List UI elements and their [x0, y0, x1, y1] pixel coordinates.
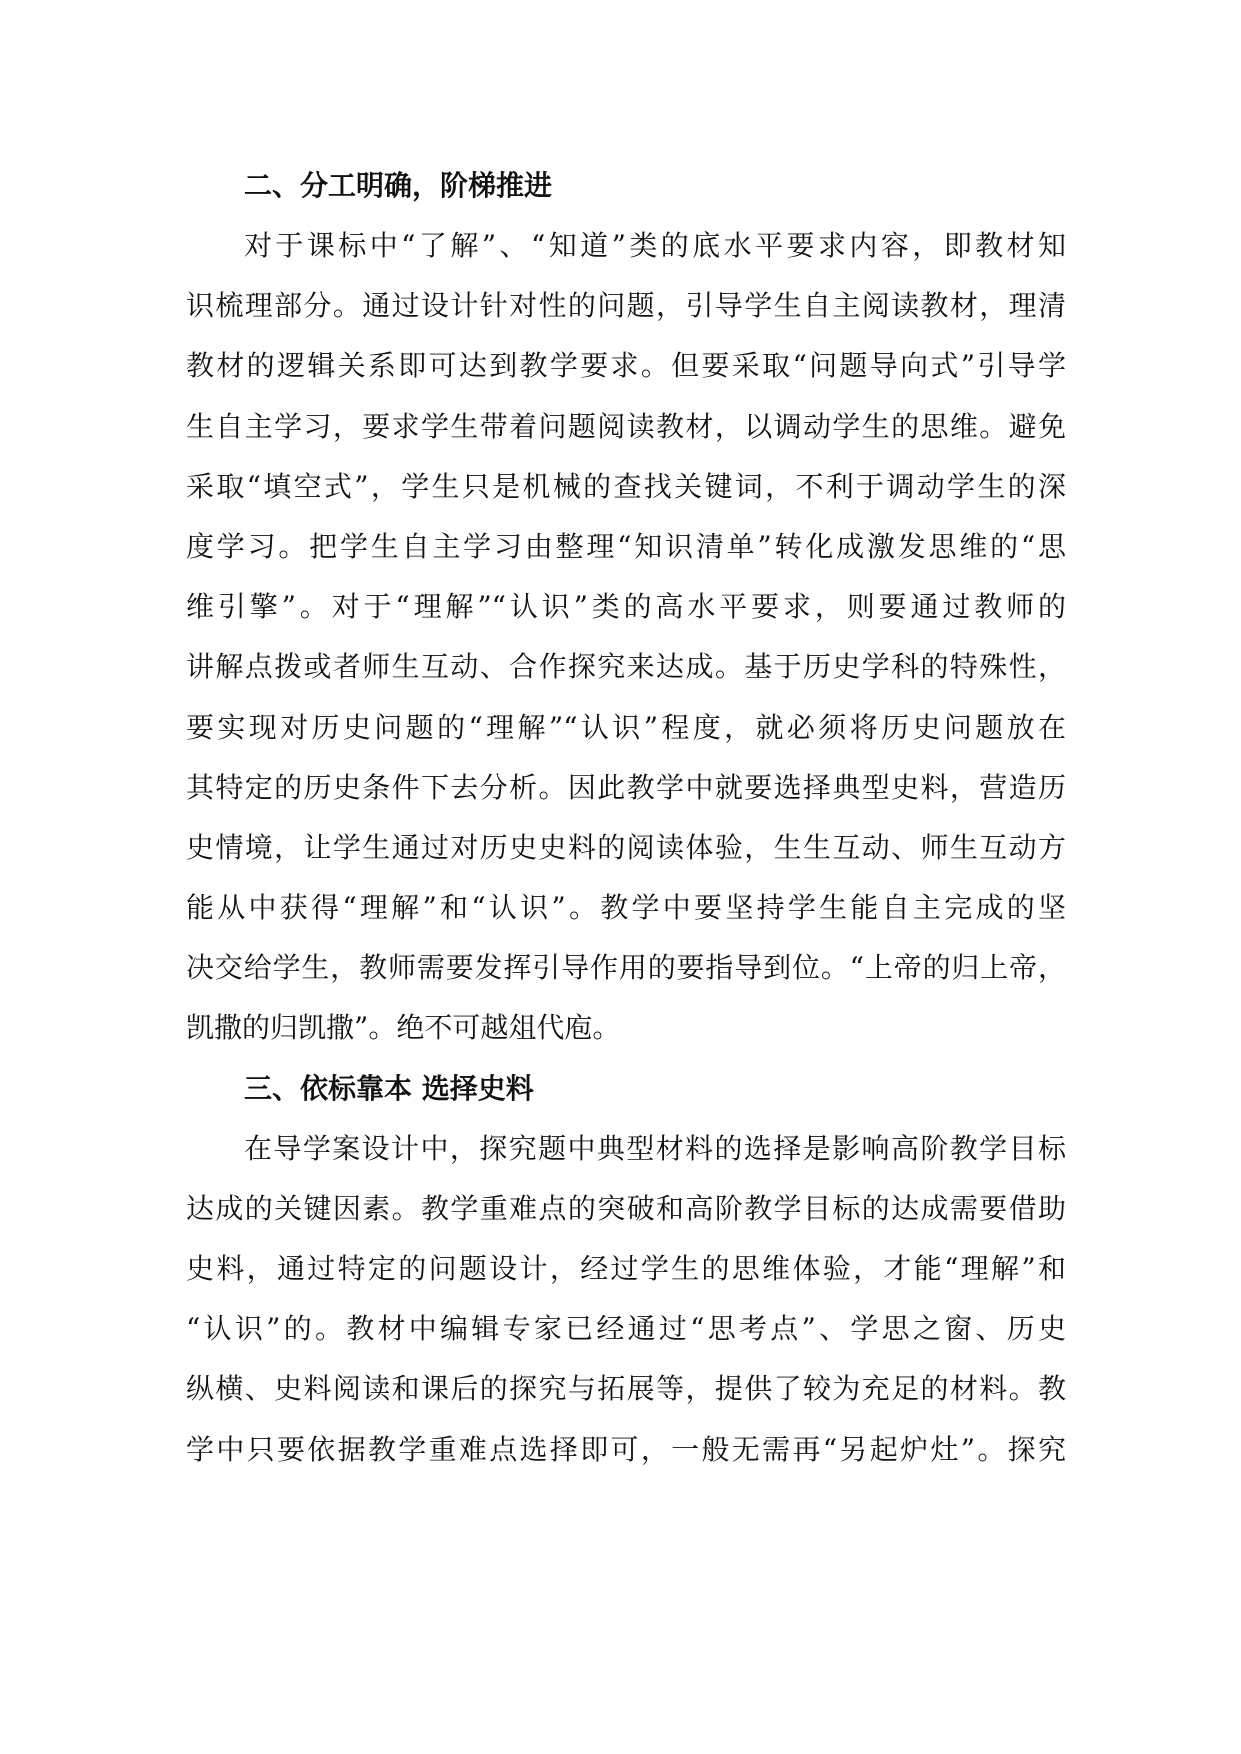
text-line: 达成的关键因素。教学重难点的突破和高阶教学目标的达成需要借助: [186, 1191, 1066, 1225]
section-heading-division-of-work: 二、分工明确，阶梯推进: [244, 169, 553, 202]
text-line: 维引擎”。对于“理解”“认识”类的高水平要求，则要通过教师的: [186, 590, 1066, 624]
text-line: 教材的逻辑关系即可达到教学要求。但要采取“问题导向式”引导学: [186, 349, 1066, 383]
text-line: 对于课标中“了解”、“知道”类的底水平要求内容，即教材知: [244, 229, 1066, 262]
text-line: 采取“填空式”，学生只是机械的查找关键词，不利于调动学生的深: [186, 469, 1066, 503]
text-line: 生自主学习，要求学生带着问题阅读教材，以调动学生的思维。避免: [186, 409, 1066, 443]
paragraph-division-of-work: [186, 216, 1066, 1059]
text-line: 度学习。把学生自主学习由整理“知识清单”转化成激发思维的“思: [186, 529, 1066, 563]
text-line: 在导学案设计中，探究题中典型材料的选择是影响高阶教学目标: [244, 1131, 1066, 1165]
text-line: 讲解点拨或者师生互动、合作探究来达成。基于历史学科的特殊性，: [186, 650, 1066, 684]
paragraph-select-materials: [186, 1119, 1066, 1480]
text-line: 要实现对历史问题的“理解”“认识”程度，就必须将历史问题放在: [186, 710, 1066, 744]
text-line: 决交给学生，教师需要发挥引导作用的要指导到位。“上帝的归上帝，: [186, 951, 1066, 985]
text-line: “认识”的。教材中编辑专家已经通过“思考点”、学思之窗、历史: [186, 1312, 1066, 1346]
text-line: 其特定的历史条件下去分析。因此教学中就要选择典型史料，营造历: [186, 770, 1066, 804]
text-line: 凯撒的归凯撒”。绝不可越俎代庖。: [186, 1011, 621, 1045]
text-line: 能从中获得“理解”和“认识”。教学中要坚持学生能自主完成的坚: [186, 891, 1066, 925]
text-line: 史情境，让学生通过对历史史料的阅读体验，生生互动、师生互动方: [186, 830, 1066, 864]
text-line: 史料，通过特定的问题设计，经过学生的思维体验，才能“理解”和: [186, 1252, 1066, 1285]
text-line: 识梳理部分。通过设计针对性的问题，引导学生自主阅读教材，理清: [186, 289, 1066, 323]
text-line: 纵横、史料阅读和课后的探究与拓展等，提供了较为充足的材料。教: [186, 1372, 1066, 1406]
section-heading-select-materials: 三、依标靠本 选择史料: [244, 1071, 534, 1105]
document-body: [186, 156, 1066, 1480]
text-line: 学中只要依据教学重难点选择即可，一般无需再“另起炉灶”。探究: [186, 1432, 1066, 1466]
